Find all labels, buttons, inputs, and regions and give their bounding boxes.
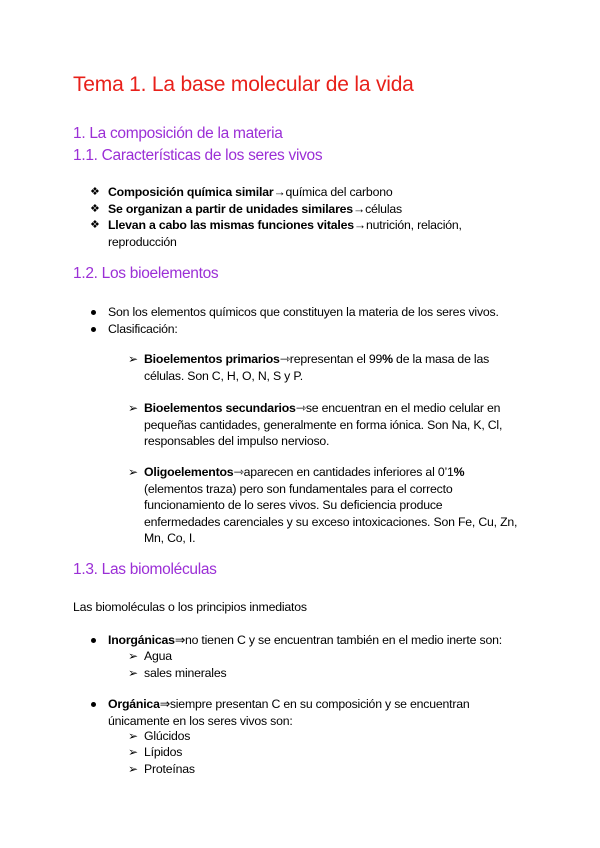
arrow-separator: ⇒ [159,697,170,711]
class-text: representan el 99 [289,352,383,366]
arrow-separator: ⇾ [295,401,306,415]
bullet-dot-icon [91,310,96,315]
class-text-line: pequeñas cantidades, generalmente en forma iónica. Son Na, K, Cl, [144,418,503,432]
bullet-dot-icon [91,702,96,707]
arrow-separator: ⇒ [174,633,185,647]
arrow-separator: ⇾ [233,465,244,479]
class-bold: Bioelementos secundarios [144,401,296,415]
sub-item-text: Proteínas [144,762,195,776]
sub-item-text: sales minerales [144,666,227,680]
category-text: no tienen C y se encuentran también en el medio inerte son: [184,633,502,647]
class-text: se encuentran en el medio celular en [305,401,501,415]
percent-sign: % [453,465,465,479]
category-text-continued: únicamente en los seres vivos son: [108,714,293,728]
diamond-cross-icon: ❖ [90,203,100,215]
feature-bold: Composición química similar [108,185,274,199]
class-text-line: funcionamiento de lo seres vivos. Su deficiencia produce [144,498,443,512]
arrowhead-icon: ➢ [128,352,138,366]
arrowhead-icon: ➢ [128,666,138,680]
section-heading-1-3: 1.3. Las biomoléculas [73,561,217,578]
feature-bold: Se organizan a partir de unidades similares [108,202,353,216]
class-text-line: responsables del impulso nervioso. [144,434,330,448]
class-text: de la masa de las [392,352,490,366]
arrowhead-icon: ➢ [128,762,138,776]
diamond-cross-icon: ❖ [90,219,100,231]
percent-sign: % [382,352,393,366]
sub-item-text: Lípidos [144,745,183,759]
class-text-line: Mn, Co, I. [144,531,196,545]
bullet-dot-icon [91,327,96,332]
class-bold: Bioelementos primarios [144,352,280,366]
list-item-text: Clasificación: [108,322,178,336]
category-bold: Inorgánicas [108,633,175,647]
arrowhead-icon: ➢ [128,649,138,663]
arrow-separator: → [273,185,286,199]
biomol-intro: Las biomoléculas o los principios inmediatos [73,600,307,614]
class-text: aparecen en cantidades inferiores al 0’1 [243,465,454,479]
class-text-line: células. Son C, H, O, N, S y P. [144,369,303,383]
arrow-separator: ⇾ [279,352,290,366]
diamond-cross-icon: ❖ [90,186,100,198]
sub-item-text: Glúcidos [144,729,191,743]
feature-bold: Llevan a cabo las mismas funciones vitales [108,218,354,232]
section-heading-1-2: 1.2. Los bioelementos [73,265,219,282]
section-heading-1: 1. La composición de la materia [73,125,283,142]
section-heading-1-1: 1.1. Características de los seres vivos [73,147,323,164]
feature-text: células [365,202,402,216]
feature-text: química del carbono [285,185,393,199]
category-text: siempre presentan C en su composición y se encuentran [169,697,470,711]
class-text-line: enfermedades carenciales y su exceso intoxicaciones. Son Fe, Cu, Zn, [144,515,518,529]
bullet-dot-icon [91,638,96,643]
arrow-separator: → [352,202,366,216]
page-title: Tema 1. La base molecular de la vida [73,73,414,96]
category-bold: Orgánica [108,697,160,711]
feature-text-continued: reproducción [108,235,177,249]
class-bold: Oligoelementos [144,465,234,479]
feature-text: nutrición, relación, [365,218,462,232]
class-text-line: (elementos traza) pero son fundamentales para el correcto [144,482,453,496]
arrowhead-icon: ➢ [128,465,138,479]
arrow-separator: → [353,218,366,232]
arrowhead-icon: ➢ [128,745,138,759]
sub-item-text: Agua [144,649,172,663]
arrowhead-icon: ➢ [128,401,138,415]
list-item-text: Son los elementos químicos que constituyen la materia de los seres vivos. [108,305,499,319]
arrowhead-icon: ➢ [128,729,138,743]
